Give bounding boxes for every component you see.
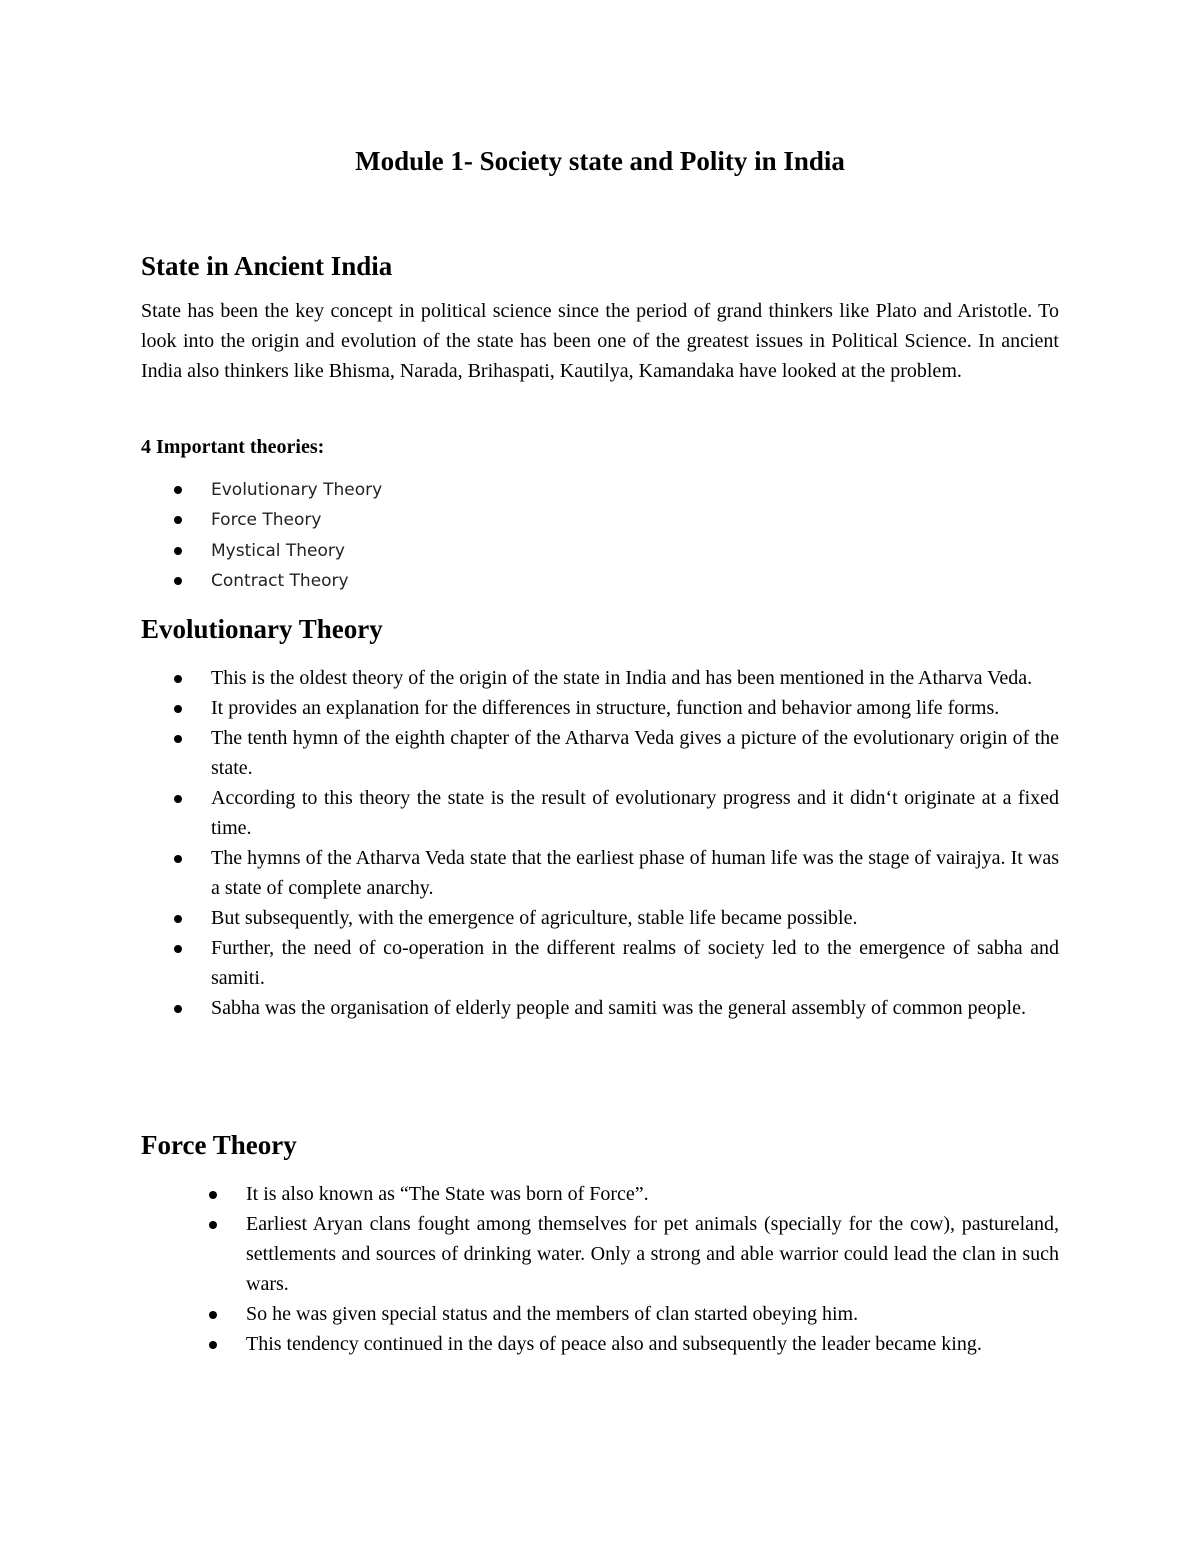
section-heading-state-in-ancient-india: State in Ancient India [141, 251, 393, 281]
bullet-icon [174, 915, 182, 923]
list-item [141, 783, 1059, 843]
point-text: Earliest Aryan clans fought among themselves for pet animals (specially for the cow), pastureland, settlements and sources of drinking water. Only a strong and able warrior could lead the clan in such wars. [246, 1213, 1059, 1295]
list-item [141, 475, 382, 505]
point-text: The hymns of the Atharva Veda state that the earliest phase of human life was the stage of vairajya. It was a state of complete anarchy. [211, 847, 1059, 899]
point-text: Sabha was the organisation of elderly people and samiti was the general assembly of common people. [211, 997, 1026, 1019]
bullet-icon [174, 795, 182, 803]
evolutionary-theory-list [141, 663, 1059, 1023]
list-item [141, 536, 382, 566]
list-item [141, 566, 382, 596]
page-title: Module 1- Society state and Polity in India [355, 146, 845, 176]
theories-list [141, 475, 382, 596]
list-item [141, 1329, 1059, 1359]
point-text: This is the oldest theory of the origin of the state in India and has been mentioned in the Atharva Veda. [211, 667, 1033, 689]
bullet-icon [174, 945, 182, 953]
bullet-icon [174, 735, 182, 743]
list-item [141, 1299, 1059, 1329]
point-text: But subsequently, with the emergence of agriculture, stable life became possible. [211, 907, 858, 929]
point-text: So he was given special status and the members of clan started obeying him. [246, 1303, 859, 1325]
bullet-icon [174, 675, 182, 683]
bullet-icon [209, 1341, 217, 1349]
list-item [141, 903, 1059, 933]
bullet-icon [174, 486, 182, 494]
point-text: It provides an explanation for the differences in structure, function and behavior among life forms. [211, 697, 1000, 719]
bullet-icon [174, 705, 182, 713]
point-text: According to this theory the state is the result of evolutionary progress and it didn‘t originate at a fixed time. [211, 787, 1059, 839]
list-item [141, 993, 1059, 1023]
section-heading-force-theory: Force Theory [141, 1130, 297, 1160]
section-heading-evolutionary-theory: Evolutionary Theory [141, 614, 383, 644]
theory-label: Evolutionary Theory [211, 480, 383, 500]
bullet-icon [174, 547, 182, 555]
bullet-icon [209, 1221, 217, 1229]
list-item [141, 693, 1059, 723]
theories-subheading: 4 Important theories: [141, 436, 325, 458]
bullet-icon [209, 1191, 217, 1199]
point-text: Further, the need of co-operation in the different realms of society led to the emergence of sabha and samiti. [211, 937, 1059, 989]
theory-label: Contract Theory [211, 570, 349, 591]
list-item [141, 505, 382, 535]
list-item [141, 1179, 1059, 1209]
bullet-icon [174, 1005, 182, 1013]
point-text: It is also known as “The State was born of Force”. [246, 1183, 649, 1205]
bullet-icon [209, 1311, 217, 1319]
list-item [141, 723, 1059, 783]
list-item [141, 933, 1059, 993]
point-text: The tenth hymn of the eighth chapter of the Atharva Veda gives a picture of the evolutionary origin of the state. [211, 727, 1059, 779]
force-theory-list [141, 1179, 1059, 1359]
bullet-icon [174, 516, 182, 524]
theory-label: Mystical Theory [211, 540, 345, 561]
list-item [141, 1209, 1059, 1299]
theory-label: Force Theory [211, 510, 322, 531]
point-text: This tendency continued in the days of peace also and subsequently the leader became king. [246, 1333, 982, 1355]
bullet-icon [174, 577, 182, 585]
intro-paragraph: State has been the key concept in political science since the period of grand thinkers like Plato and Aristotle. To look into the origin and evolution of the state has been one of the greatest issues in Political Science. In ancient India also thinkers like Bhisma, Narada, Brihaspati, Kautilya, Kamandaka have looked at the problem. [141, 300, 1059, 382]
list-item [141, 663, 1059, 693]
list-item [141, 843, 1059, 903]
bullet-icon [174, 855, 182, 863]
